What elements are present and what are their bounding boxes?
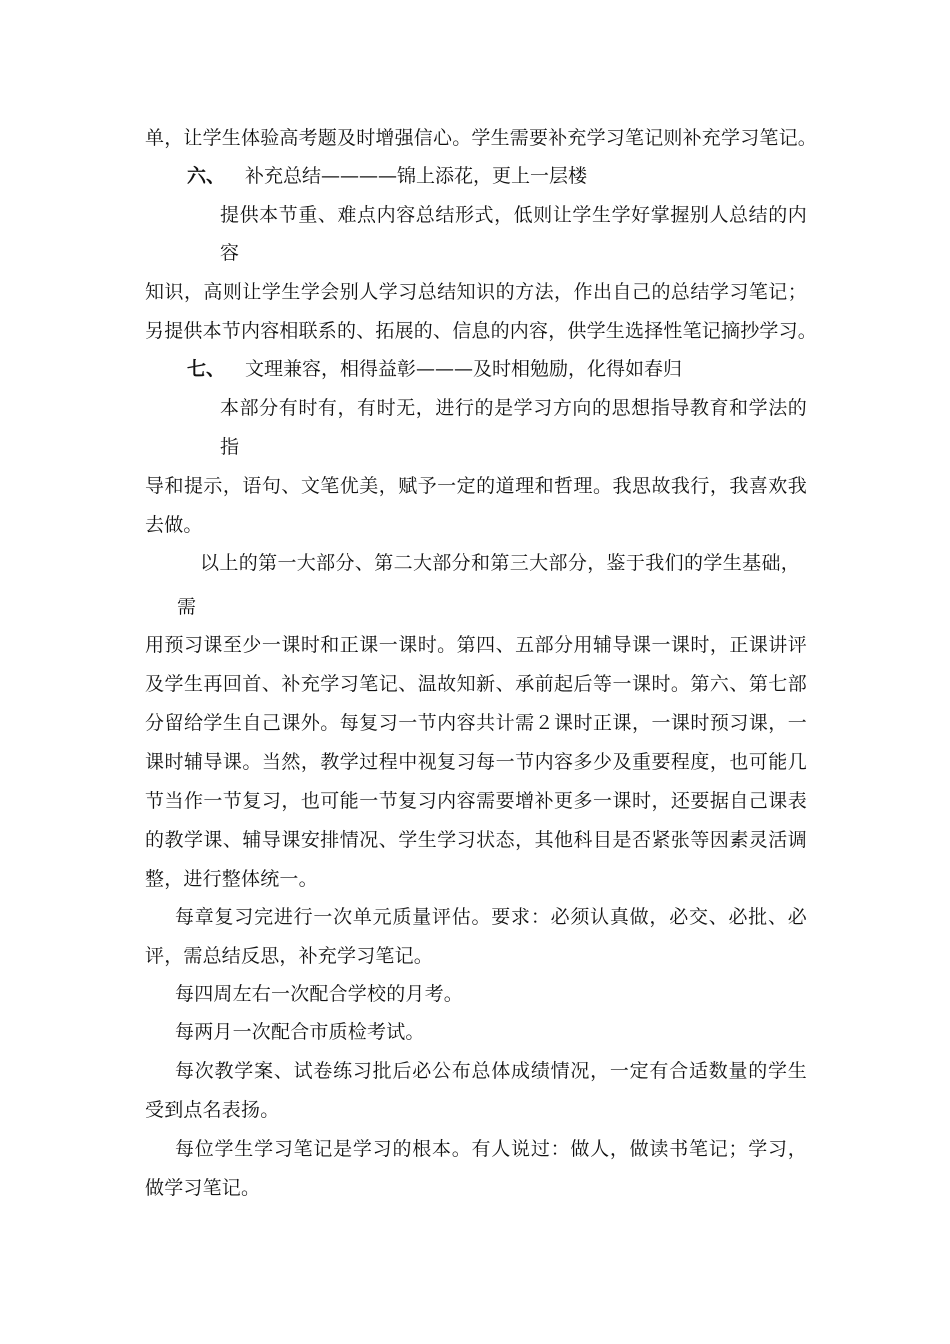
paragraph-line: 导和提示，语句、文笔优美，赋予一定的道理和哲理。我思故我行，我喜欢我 — [145, 475, 807, 497]
paragraph-line: 本部分有时有，有时无，进行的是学习方向的思想指导教育和学法的 — [220, 397, 807, 419]
paragraph-line: 受到点名表扬。 — [145, 1099, 280, 1121]
paragraph-line: 每两月一次配合市质检考试。 — [175, 1021, 425, 1043]
paragraph-line: 整，进行整体统一。 — [145, 868, 318, 890]
section-number-six: 六、 — [187, 165, 226, 187]
section-heading-seven: 文理兼容，相得益彰———及时相勉励，化得如春归 — [245, 358, 683, 380]
paragraph-line: 容 — [220, 242, 240, 264]
paragraph-line: 评，需总结反思，补充学习笔记。 — [145, 945, 434, 967]
paragraph-line: 提供本节重、难点内容总结形式，低则让学生学好掌握别人总结的内 — [220, 204, 807, 226]
paragraph-line: 指 — [220, 436, 240, 458]
paragraph-line: 知识，高则让学生学会别人学习总结知识的方法，作出自己的总结学习笔记； — [145, 281, 807, 303]
paragraph-line: 需 — [177, 596, 197, 618]
paragraph-line: 分留给学生自己课外。每复习一节内容共计需２课时正课，一课时预习课，一 — [145, 712, 807, 734]
paragraph-line: 另提供本节内容相联系的、拓展的、信息的内容，供学生选择性笔记摘抄学习。 — [145, 320, 818, 342]
section-heading-six: 补充总结————锦上添花，更上一层楼 — [245, 165, 588, 187]
paragraph-line: 每章复习完进行一次单元质量评估。要求：必须认真做，必交、必批、必 — [175, 906, 807, 928]
paragraph-line: 课时辅导课。当然，教学过程中视复习每一节内容多少及重要程度，也可能几 — [145, 751, 807, 773]
paragraph-line: 的教学课、辅导课安排情况、学生学习状态，其他科目是否紧张等因素灵活调 — [145, 829, 807, 851]
paragraph-line: 每四周左右一次配合学校的月考。 — [175, 983, 464, 1005]
paragraph-line: 每位学生学习笔记是学习的根本。有人说过：做人，做读书笔记；学习， — [175, 1138, 807, 1160]
paragraph-line: 以上的第一大部分、第二大部分和第三大部分，鉴于我们的学生基础， — [200, 552, 800, 574]
paragraph-line: 用预习课至少一课时和正课一课时。第四、五部分用辅导课一课时，正课讲评 — [145, 634, 807, 656]
paragraph-line: 每次教学案、试卷练习批后必公布总体成绩情况，一定有合适数量的学生 — [175, 1060, 807, 1082]
paragraph-line: 做学习笔记。 — [145, 1177, 261, 1199]
paragraph-line: 及学生再回首、补充学习笔记、温故知新、承前起后等一课时。第六、第七部 — [145, 673, 807, 695]
paragraph-line: 去做。 — [145, 514, 203, 536]
paragraph-line: 节当作一节复习，也可能一节复习内容需要增补更多一课时，还要据自己课表 — [145, 790, 807, 812]
section-number-seven: 七、 — [187, 358, 226, 380]
paragraph-line: 单，让学生体验高考题及时增强信心。学生需要补充学习笔记则补充学习笔记。 — [145, 127, 818, 149]
